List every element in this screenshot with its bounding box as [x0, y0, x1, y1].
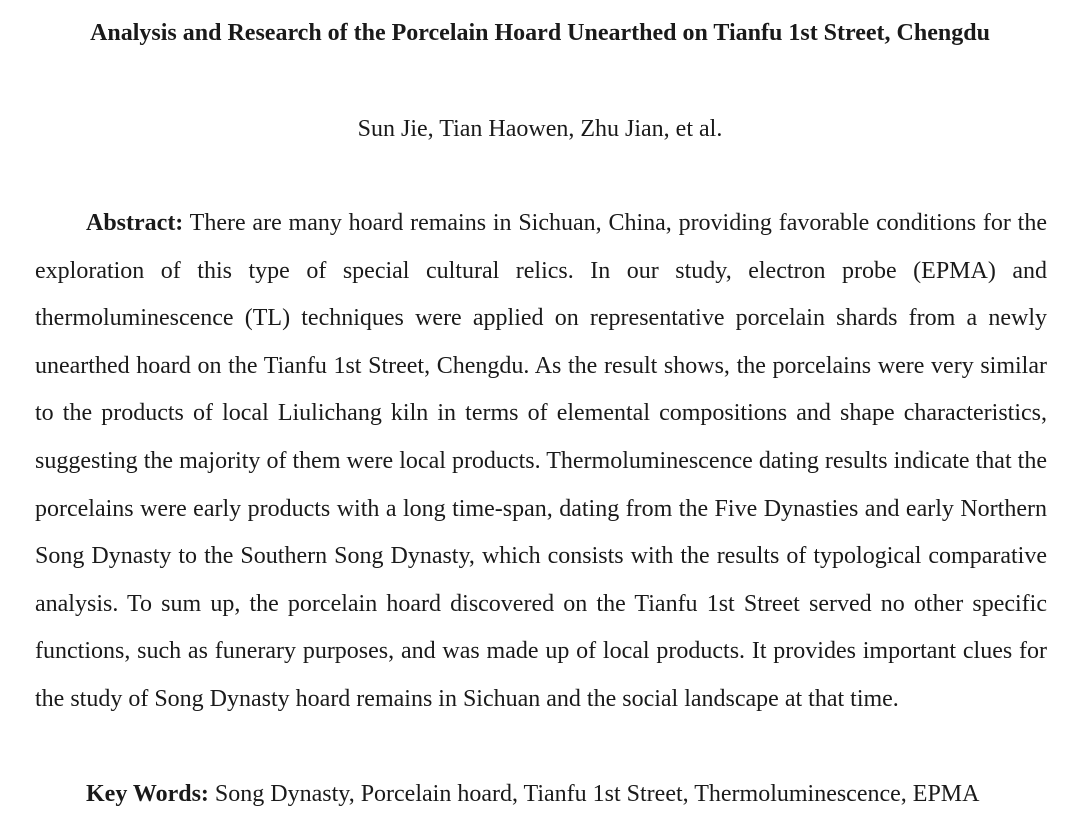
keywords-text: Song Dynasty, Porcelain hoard, Tianfu 1st Street, Thermoluminescence, EPMA — [208, 781, 980, 807]
abstract-label: Abstract: — [86, 210, 184, 236]
abstract-text: There are many hoard remains in Sichuan, China, providing favorable conditions for the exploration of this type of special cultural relics. In our study, electron probe (EPMA) and thermoluminescence (TL) techniques were applied on representative porcelain shards from a newly unearthed hoard on the Tianfu 1st Street, Chengdu. As the result shows, the porcelains were very similar to the products of local Liulichang kiln in terms of elemental compositions and shape characteristics, suggesting the majority of them were local products. Thermoluminescence dating results indicate that the porcelains were early products with a long time-span, dating from the Five Dynasties and early Northern Song Dynasty to the Southern Song Dynasty, which consists with the results of typological comparative analysis. To sum up, the porcelain hoard discovered on the Tianfu 1st Street served no other specific functions, such as funerary purposes, and was made up of local products. It provides important clues for the study of Song Dynasty hoard remains in Sichuan and the social landscape at that time. — [35, 210, 1047, 712]
abstract-paragraph — [35, 200, 1047, 724]
paper-title: Analysis and Research of the Porcelain Hoard Unearthed on Tianfu 1st Street, Chengdu — [90, 20, 990, 46]
keywords-label: Key Words: — [86, 781, 209, 807]
keywords-line — [86, 771, 1056, 819]
paper-authors: Sun Jie, Tian Haowen, Zhu Jian, et al. — [357, 116, 723, 142]
